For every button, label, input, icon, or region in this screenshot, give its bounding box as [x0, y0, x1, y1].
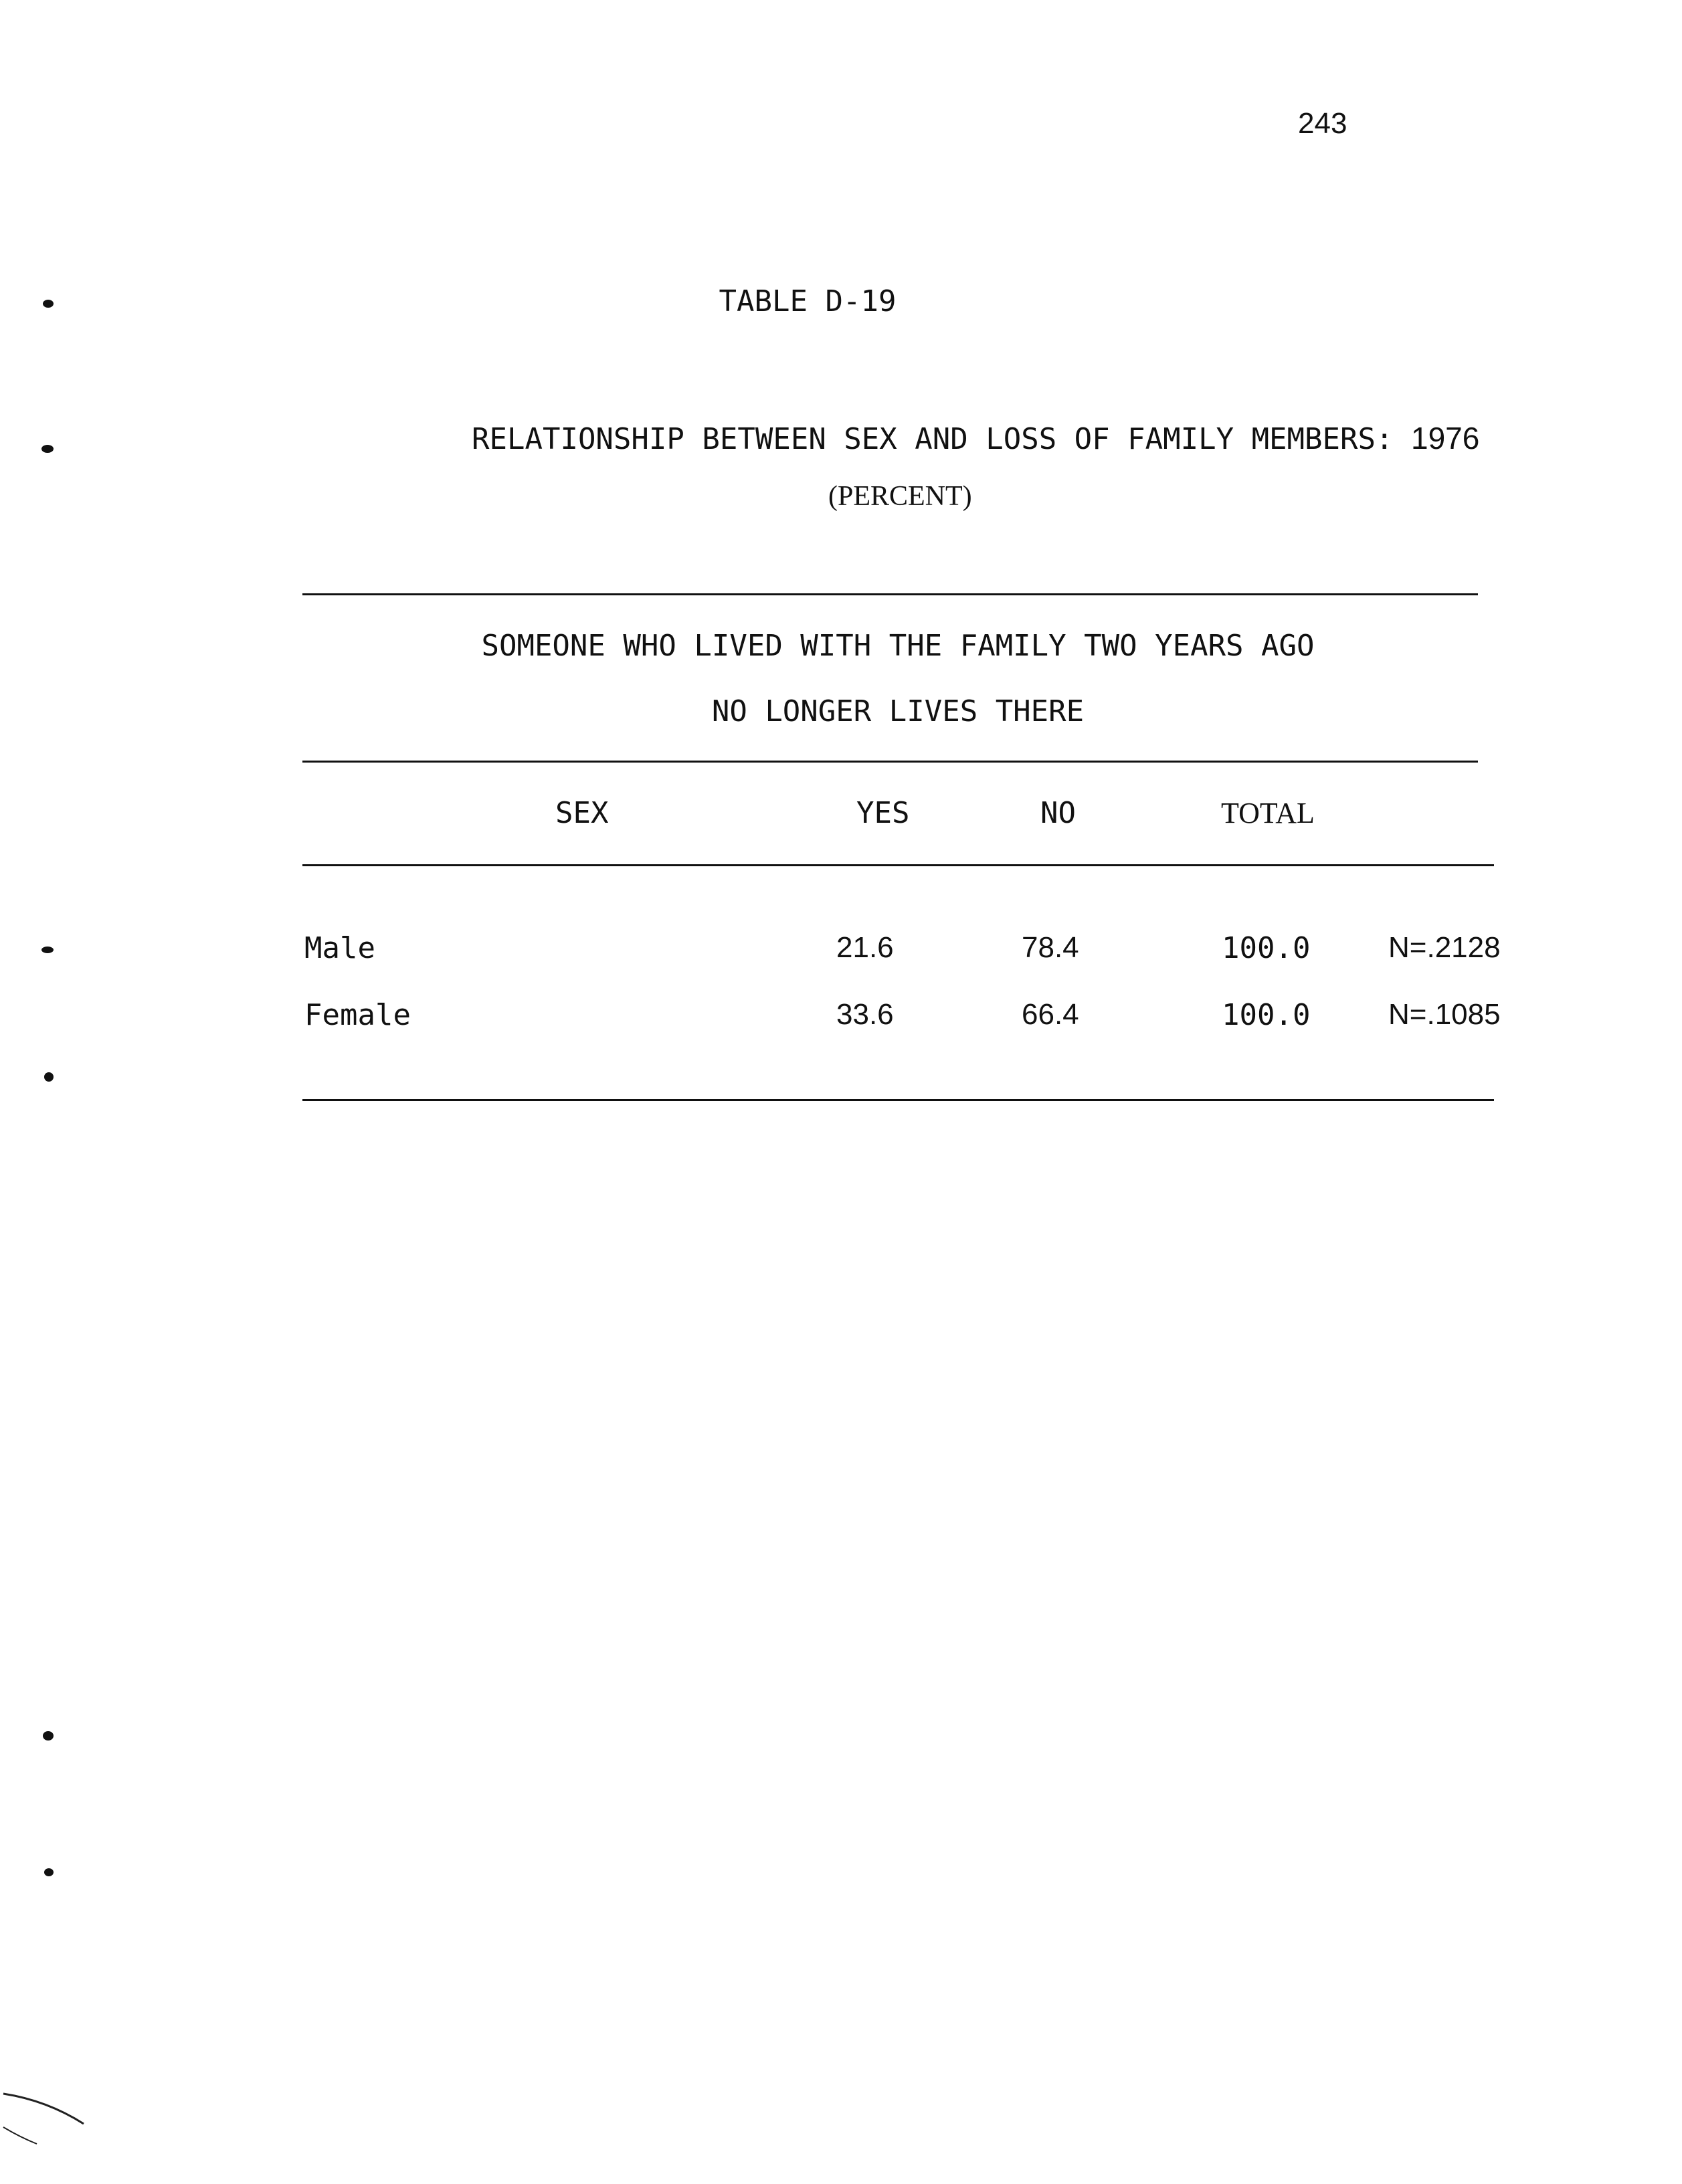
table-title: [472, 420, 1479, 456]
scan-corner-mark: [0, 2087, 107, 2181]
top-rule: [302, 593, 1478, 595]
cell-no: 78.4: [1022, 931, 1079, 964]
spanner-rule: [302, 761, 1478, 763]
table-title-year: 1976: [1411, 421, 1480, 456]
column-header-no: NO: [1040, 796, 1076, 830]
table-row: [0, 931, 1682, 971]
scan-speck: [43, 300, 54, 308]
column-header-yes: YES: [856, 796, 910, 830]
cell-no: 66.4: [1022, 998, 1079, 1031]
table-title-text: RELATIONSHIP BETWEEN SEX AND LOSS OF FAMILY MEMBERS:: [472, 422, 1394, 456]
spanner-heading-line-1: SOMEONE WHO LIVED WITH THE FAMILY TWO YEARS AGO: [481, 629, 1315, 663]
cell-yes: 21.6: [836, 931, 894, 964]
table-id: TABLE D-19: [719, 284, 897, 318]
cell-sex: Male: [304, 931, 375, 965]
scan-speck: [41, 445, 54, 453]
cell-total: 100.0: [1222, 931, 1311, 965]
page-number: 243: [1298, 107, 1347, 140]
spanner-heading-line-2: NO LONGER LIVES THERE: [711, 694, 1085, 728]
scan-speck: [44, 1072, 54, 1082]
table-subtitle: (PERCENT): [828, 481, 972, 512]
cell-sex: Female: [304, 998, 411, 1032]
table-row: [0, 998, 1682, 1038]
cell-yes: 33.6: [836, 998, 894, 1031]
column-header-total: TOTAL: [1221, 797, 1315, 829]
header-rule: [302, 864, 1494, 866]
cell-n: N=.2128: [1388, 931, 1501, 964]
scan-speck: [41, 947, 54, 953]
scan-speck: [44, 1868, 54, 1876]
scan-speck: [43, 1731, 54, 1741]
column-header-sex: SEX: [555, 796, 609, 830]
cell-total: 100.0: [1222, 998, 1311, 1032]
bottom-rule: [302, 1099, 1494, 1101]
cell-n: N=.1085: [1388, 998, 1501, 1031]
